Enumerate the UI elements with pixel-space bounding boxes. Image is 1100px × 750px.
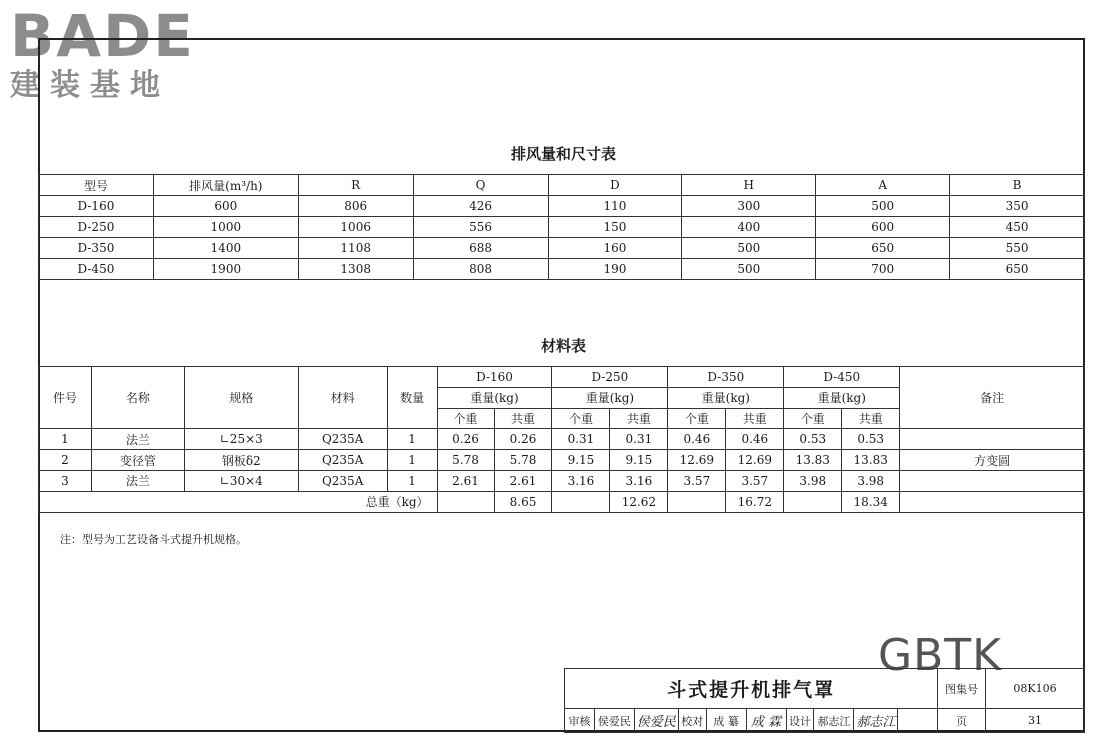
- table-cell: 1900: [153, 259, 298, 280]
- table1-title: 排风量和尺寸表: [510, 145, 616, 163]
- table-cell: 450: [950, 217, 1085, 238]
- total-weight-d450: 18.34: [842, 491, 900, 512]
- table2-header-material: 材料: [298, 367, 387, 429]
- table-cell: 2: [39, 450, 92, 471]
- table-cell: 1: [387, 450, 437, 471]
- table-cell: 1108: [298, 238, 413, 259]
- materials-table: [38, 366, 1085, 513]
- table-cell: 0.31: [610, 429, 668, 450]
- logo-sub-text: 建装基地: [10, 68, 170, 103]
- table-cell: [437, 491, 494, 512]
- table-cell: 5.78: [437, 450, 494, 471]
- table2-header-model-d160: D-160: [437, 367, 552, 388]
- table-cell: 600: [816, 217, 950, 238]
- table2-header-weight: 重量(kg): [552, 387, 668, 408]
- table-cell: D-350: [39, 238, 154, 259]
- total-weight-label: 总重（kg）: [39, 491, 438, 512]
- atlas-label: 图集号: [938, 669, 986, 709]
- table-cell: 1: [387, 429, 437, 450]
- design-label: 设计: [786, 709, 814, 733]
- table-cell: 650: [950, 259, 1085, 280]
- table2-header-unit-weight: 个重: [668, 408, 726, 429]
- designer-name: 郝志江: [814, 709, 854, 733]
- review-label: 审核: [565, 709, 595, 733]
- table-row: [39, 429, 1085, 450]
- reviewer-signature: 侯爱民: [634, 709, 678, 733]
- table-cell: 13.83: [842, 450, 900, 471]
- table-cell: D-450: [39, 259, 154, 280]
- table-cell: 300: [682, 196, 816, 217]
- table-cell: 3.16: [610, 470, 668, 491]
- title-block: [564, 668, 1085, 733]
- table-cell: 1: [387, 470, 437, 491]
- table-cell: 3.57: [726, 470, 784, 491]
- table-cell: 5.78: [494, 450, 552, 471]
- table1-header-h: H: [682, 175, 816, 196]
- table1-header-model: 型号: [39, 175, 154, 196]
- table1-header-row: [39, 175, 1085, 196]
- table-cell: D-250: [39, 217, 154, 238]
- table2-title: 材料表: [540, 337, 586, 355]
- table-cell: [900, 470, 1085, 491]
- table-cell: 426: [413, 196, 548, 217]
- table2-header-part-no: 件号: [39, 367, 92, 429]
- table-cell: 方变圆: [900, 450, 1085, 471]
- table-cell: 0.46: [668, 429, 726, 450]
- table2-header-model-d350: D-350: [668, 367, 784, 388]
- table-cell: 600: [153, 196, 298, 217]
- page-label: 页: [938, 709, 986, 733]
- table-cell: 3: [39, 470, 92, 491]
- drawing-title: 斗式提升机排气罩: [565, 669, 938, 709]
- table-cell: 9.15: [610, 450, 668, 471]
- table2-header-total-weight: 共重: [842, 408, 900, 429]
- table-cell: 190: [548, 259, 682, 280]
- table-cell: 2.61: [494, 470, 552, 491]
- table1-header-airflow: 排风量(m³/h): [153, 175, 298, 196]
- table-cell: 0.31: [552, 429, 610, 450]
- reviewer-name: 侯爱民: [594, 709, 634, 733]
- table2-header-spec: 规格: [184, 367, 298, 429]
- total-weight-d350: 16.72: [726, 491, 784, 512]
- table-cell: ∟25×3: [184, 429, 298, 450]
- table2-header-weight: 重量(kg): [668, 387, 784, 408]
- table-cell: [900, 429, 1085, 450]
- checker-name: 成 纂: [706, 709, 746, 733]
- table1-header-d: D: [548, 175, 682, 196]
- table-cell: 变径管: [91, 450, 184, 471]
- table-row: [39, 259, 1085, 280]
- table-cell: 0.53: [784, 429, 842, 450]
- table-cell: 1006: [298, 217, 413, 238]
- table-cell: 12.69: [726, 450, 784, 471]
- check-label: 校对: [678, 709, 706, 733]
- footnote: 注：型号为工艺设备斗式提升机规格。: [60, 533, 247, 546]
- table1-header-b: B: [950, 175, 1085, 196]
- table-row: [39, 470, 1085, 491]
- table-cell: 0.26: [494, 429, 552, 450]
- logo-main-text: BADE: [10, 2, 195, 70]
- total-weight-d160: 8.65: [494, 491, 552, 512]
- table2-header-name: 名称: [91, 367, 184, 429]
- table-cell: [668, 491, 726, 512]
- table1-header-r: R: [298, 175, 413, 196]
- total-weight-d250: 12.62: [610, 491, 668, 512]
- drawing-frame: [38, 38, 1085, 732]
- table2-header-total-weight: 共重: [726, 408, 784, 429]
- table-row: [39, 217, 1085, 238]
- table-cell: 法兰: [91, 429, 184, 450]
- title-block-row-2: [565, 709, 1085, 733]
- table2-header-total-weight: 共重: [494, 408, 552, 429]
- table-cell: 1: [39, 429, 92, 450]
- title-block-row-1: [565, 669, 1085, 709]
- table-cell: 3.16: [552, 470, 610, 491]
- table-cell: D-160: [39, 196, 154, 217]
- table-cell: ∟30×4: [184, 470, 298, 491]
- table-cell: 110: [548, 196, 682, 217]
- table1-header-a: A: [816, 175, 950, 196]
- table-cell: 550: [950, 238, 1085, 259]
- table2-header-qty: 数量: [387, 367, 437, 429]
- table-cell: 0.46: [726, 429, 784, 450]
- exhaust-size-table: [38, 174, 1085, 280]
- table2-header-weight: 重量(kg): [437, 387, 552, 408]
- table2-header-row-models: [39, 367, 1085, 388]
- table-row: [39, 450, 1085, 471]
- table-cell: 350: [950, 196, 1085, 217]
- table-cell: 500: [682, 259, 816, 280]
- table2-header-remark: 备注: [900, 367, 1085, 429]
- checker-signature: 成 霖: [746, 709, 786, 733]
- table-cell: 688: [413, 238, 548, 259]
- table-cell: 2.61: [437, 470, 494, 491]
- table-cell: 700: [816, 259, 950, 280]
- table2-header-weight: 重量(kg): [784, 387, 900, 408]
- table-cell: 1308: [298, 259, 413, 280]
- table-cell: 400: [682, 217, 816, 238]
- atlas-number: 08K106: [986, 669, 1085, 709]
- table-cell: 0.53: [842, 429, 900, 450]
- table-cell: 556: [413, 217, 548, 238]
- title-block-spacer: [898, 709, 938, 733]
- page-number: 31: [986, 709, 1085, 733]
- table2-header-unit-weight: 个重: [784, 408, 842, 429]
- table-row: [39, 238, 1085, 259]
- table-cell: 0.26: [437, 429, 494, 450]
- table-cell: 3.98: [842, 470, 900, 491]
- table-row: [39, 196, 1085, 217]
- table-cell: 12.69: [668, 450, 726, 471]
- table-cell: 500: [682, 238, 816, 259]
- table-cell: Q235A: [298, 429, 387, 450]
- table-cell: 13.83: [784, 450, 842, 471]
- table-cell: [784, 491, 842, 512]
- table1-header-q: Q: [413, 175, 548, 196]
- table-cell: 1400: [153, 238, 298, 259]
- table2-header-model-d250: D-250: [552, 367, 668, 388]
- table-cell: 150: [548, 217, 682, 238]
- table-cell: 3.98: [784, 470, 842, 491]
- table-cell: Q235A: [298, 450, 387, 471]
- table-cell: 808: [413, 259, 548, 280]
- table-cell: [900, 491, 1085, 512]
- table-cell: [552, 491, 610, 512]
- table-cell: 500: [816, 196, 950, 217]
- gbtk-watermark: GBTK: [878, 630, 1003, 681]
- table2-header-unit-weight: 个重: [437, 408, 494, 429]
- table-cell: 3.57: [668, 470, 726, 491]
- table-cell: 806: [298, 196, 413, 217]
- table-cell: 160: [548, 238, 682, 259]
- table-cell: 1000: [153, 217, 298, 238]
- table2-total-row: [39, 491, 1085, 512]
- table-cell: 650: [816, 238, 950, 259]
- table-cell: 钢板δ2: [184, 450, 298, 471]
- table2-header-total-weight: 共重: [610, 408, 668, 429]
- designer-signature: 郝志江: [854, 709, 898, 733]
- table2-header-model-d450: D-450: [784, 367, 900, 388]
- table2-header-unit-weight: 个重: [552, 408, 610, 429]
- table-cell: 9.15: [552, 450, 610, 471]
- table-cell: 法兰: [91, 470, 184, 491]
- table-cell: Q235A: [298, 470, 387, 491]
